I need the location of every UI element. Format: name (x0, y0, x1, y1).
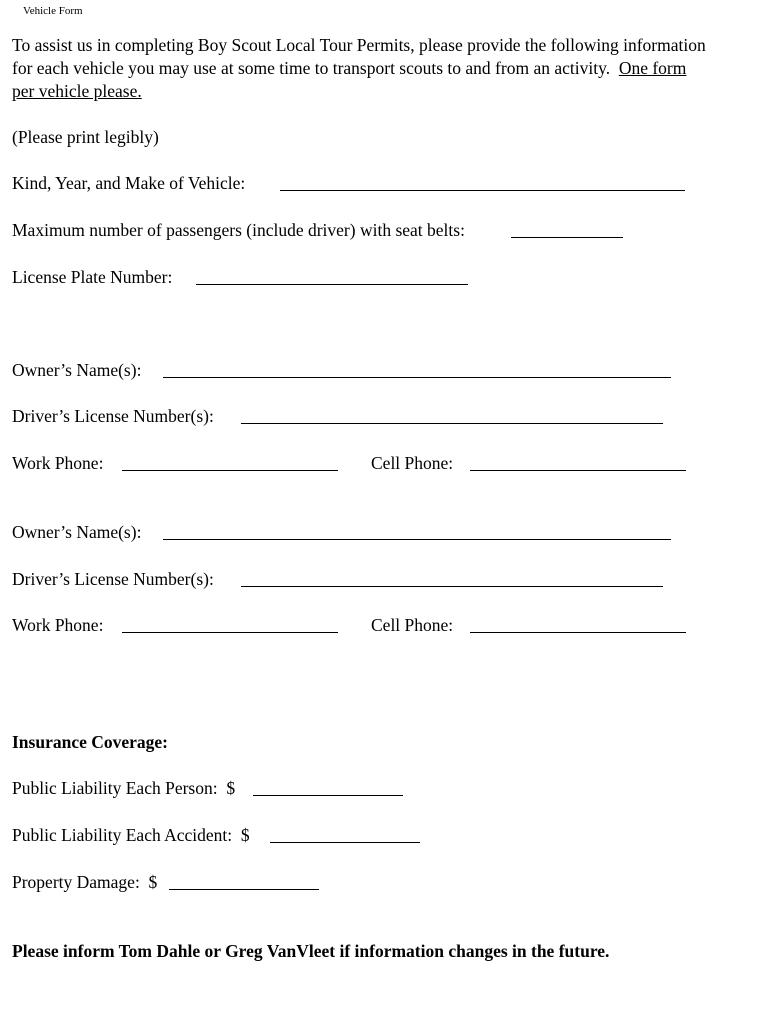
form-header-label: Vehicle Form (23, 5, 83, 17)
property-damage-field[interactable] (169, 889, 319, 890)
print-legibly-note: (Please print legibly) (12, 127, 159, 147)
passengers-field[interactable] (511, 237, 623, 238)
owner-1-work-phone-field[interactable] (122, 470, 338, 471)
insurance-heading: Insurance Coverage: (12, 732, 169, 752)
intro-text: To assist us in completing Boy Scout Local Tour Permits, please provide the following information for each vehicle you may use at some time to transport scouts to and from an activity. (12, 35, 706, 78)
owner-1-license-label: Driver’s License Number(s): (12, 406, 214, 426)
owner-2-name-field[interactable] (163, 539, 671, 540)
vehicle-kind-field[interactable] (280, 190, 685, 191)
owner-1-work-phone-label: Work Phone: (12, 453, 104, 473)
owner-1-name-field[interactable] (163, 377, 671, 378)
license-plate-label: License Plate Number: (12, 267, 173, 287)
passengers-label: Maximum number of passengers (include driver) with seat belts: (12, 220, 465, 240)
owner-2-license-field[interactable] (241, 586, 663, 587)
owner-1-license-field[interactable] (241, 423, 663, 424)
intro-underlined-text: One form per vehicle please. (12, 58, 687, 101)
liability-accident-label: Public Liability Each Accident: $ (12, 825, 250, 845)
intro-paragraph (12, 34, 712, 103)
liability-person-label: Public Liability Each Person: $ (12, 778, 236, 798)
owner-1-cell-phone-field[interactable] (470, 470, 686, 471)
liability-person-field[interactable] (253, 795, 403, 796)
owner-2-work-phone-field[interactable] (122, 632, 338, 633)
owner-2-cell-phone-label: Cell Phone: (371, 615, 454, 635)
owner-2-name-label: Owner’s Name(s): (12, 522, 142, 542)
info-change-notice: Please inform Tom Dahle or Greg VanVleet if information changes in the future. (12, 941, 610, 961)
property-damage-label: Property Damage: $ (12, 872, 158, 892)
liability-accident-field[interactable] (270, 842, 420, 843)
license-plate-field[interactable] (196, 284, 468, 285)
owner-2-cell-phone-field[interactable] (470, 632, 686, 633)
vehicle-kind-label: Kind, Year, and Make of Vehicle: (12, 173, 246, 193)
owner-1-name-label: Owner’s Name(s): (12, 360, 142, 380)
owner-2-license-label: Driver’s License Number(s): (12, 569, 214, 589)
owner-2-work-phone-label: Work Phone: (12, 615, 104, 635)
owner-1-cell-phone-label: Cell Phone: (371, 453, 454, 473)
